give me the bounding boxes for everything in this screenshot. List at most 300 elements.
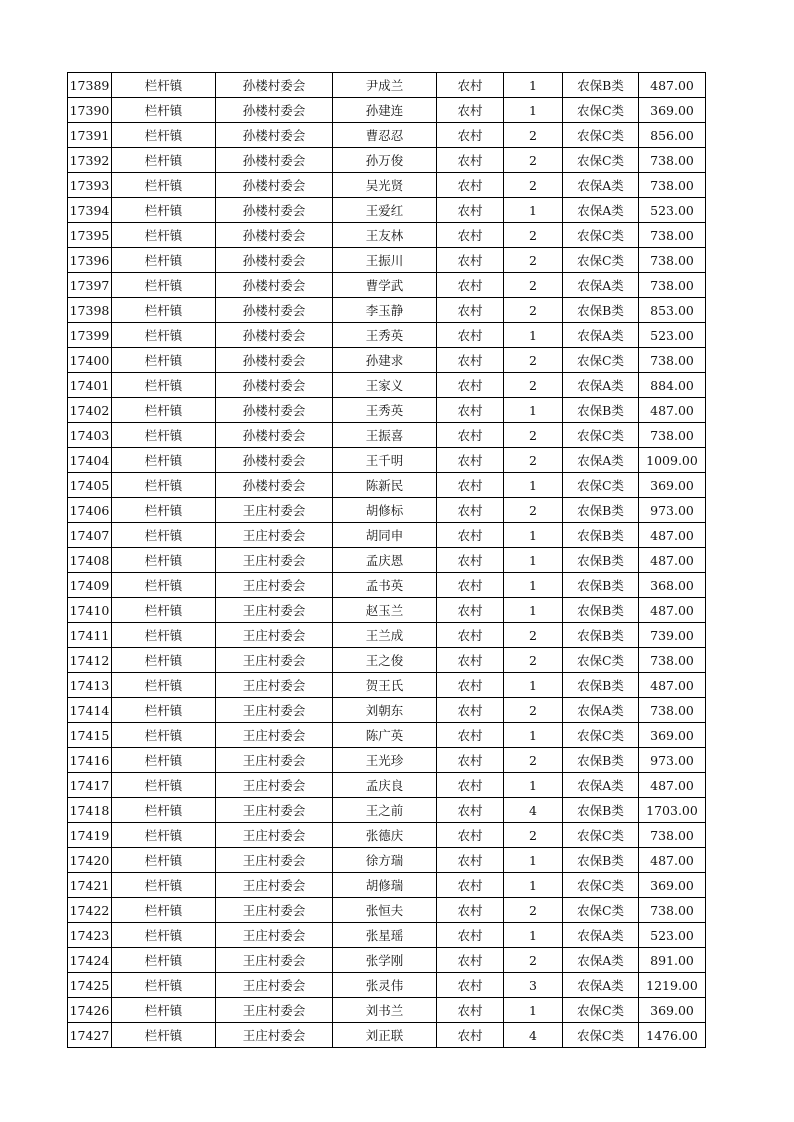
table-row bbox=[68, 148, 706, 173]
village-committee-cell: 王庄村委会 bbox=[216, 673, 333, 698]
member-count-cell: 2 bbox=[504, 223, 563, 248]
village-committee-cell: 孙楼村委会 bbox=[216, 123, 333, 148]
insurance-category-cell: 农保C类 bbox=[563, 823, 639, 848]
table-row bbox=[68, 873, 706, 898]
amount-cell: 523.00 bbox=[639, 323, 706, 348]
village-committee-cell: 王庄村委会 bbox=[216, 598, 333, 623]
record-id-cell: 17392 bbox=[68, 148, 112, 173]
member-count-cell: 1 bbox=[504, 473, 563, 498]
household-type-cell: 农村 bbox=[437, 423, 504, 448]
household-type-cell: 农村 bbox=[437, 473, 504, 498]
table-row bbox=[68, 823, 706, 848]
amount-cell: 738.00 bbox=[639, 173, 706, 198]
insurance-category-cell: 农保B类 bbox=[563, 73, 639, 98]
amount-cell: 487.00 bbox=[639, 598, 706, 623]
town-cell: 栏杆镇 bbox=[112, 123, 216, 148]
member-count-cell: 2 bbox=[504, 298, 563, 323]
town-cell: 栏杆镇 bbox=[112, 748, 216, 773]
table-row bbox=[68, 498, 706, 523]
member-count-cell: 2 bbox=[504, 173, 563, 198]
member-count-cell: 2 bbox=[504, 423, 563, 448]
amount-cell: 487.00 bbox=[639, 548, 706, 573]
record-id-cell: 17397 bbox=[68, 273, 112, 298]
record-id-cell: 17426 bbox=[68, 998, 112, 1023]
table-row bbox=[68, 998, 706, 1023]
table-row bbox=[68, 323, 706, 348]
village-committee-cell: 王庄村委会 bbox=[216, 973, 333, 998]
name-cell: 胡修瑞 bbox=[333, 873, 437, 898]
village-committee-cell: 王庄村委会 bbox=[216, 898, 333, 923]
record-id-cell: 17396 bbox=[68, 248, 112, 273]
amount-cell: 369.00 bbox=[639, 98, 706, 123]
insurance-category-cell: 农保C类 bbox=[563, 723, 639, 748]
member-count-cell: 3 bbox=[504, 973, 563, 998]
table-body bbox=[68, 73, 706, 1048]
amount-cell: 853.00 bbox=[639, 298, 706, 323]
name-cell: 王友林 bbox=[333, 223, 437, 248]
village-committee-cell: 孙楼村委会 bbox=[216, 173, 333, 198]
town-cell: 栏杆镇 bbox=[112, 648, 216, 673]
member-count-cell: 2 bbox=[504, 373, 563, 398]
village-committee-cell: 王庄村委会 bbox=[216, 848, 333, 873]
member-count-cell: 2 bbox=[504, 248, 563, 273]
village-committee-cell: 王庄村委会 bbox=[216, 523, 333, 548]
record-id-cell: 17412 bbox=[68, 648, 112, 673]
town-cell: 栏杆镇 bbox=[112, 73, 216, 98]
insurance-category-cell: 农保A类 bbox=[563, 448, 639, 473]
amount-cell: 884.00 bbox=[639, 373, 706, 398]
village-committee-cell: 孙楼村委会 bbox=[216, 273, 333, 298]
household-type-cell: 农村 bbox=[437, 273, 504, 298]
household-type-cell: 农村 bbox=[437, 848, 504, 873]
table-row bbox=[68, 523, 706, 548]
table-row bbox=[68, 298, 706, 323]
record-id-cell: 17407 bbox=[68, 523, 112, 548]
insurance-category-cell: 农保B类 bbox=[563, 848, 639, 873]
village-committee-cell: 孙楼村委会 bbox=[216, 223, 333, 248]
name-cell: 曹学武 bbox=[333, 273, 437, 298]
household-type-cell: 农村 bbox=[437, 173, 504, 198]
village-committee-cell: 王庄村委会 bbox=[216, 798, 333, 823]
table-row bbox=[68, 98, 706, 123]
town-cell: 栏杆镇 bbox=[112, 148, 216, 173]
table-row bbox=[68, 848, 706, 873]
amount-cell: 369.00 bbox=[639, 723, 706, 748]
household-type-cell: 农村 bbox=[437, 873, 504, 898]
record-id-cell: 17413 bbox=[68, 673, 112, 698]
town-cell: 栏杆镇 bbox=[112, 498, 216, 523]
household-type-cell: 农村 bbox=[437, 823, 504, 848]
town-cell: 栏杆镇 bbox=[112, 398, 216, 423]
insurance-category-cell: 农保B类 bbox=[563, 498, 639, 523]
table-row bbox=[68, 748, 706, 773]
table-row bbox=[68, 1023, 706, 1048]
name-cell: 刘书兰 bbox=[333, 998, 437, 1023]
amount-cell: 973.00 bbox=[639, 498, 706, 523]
amount-cell: 739.00 bbox=[639, 623, 706, 648]
town-cell: 栏杆镇 bbox=[112, 873, 216, 898]
member-count-cell: 1 bbox=[504, 873, 563, 898]
member-count-cell: 1 bbox=[504, 398, 563, 423]
member-count-cell: 1 bbox=[504, 848, 563, 873]
name-cell: 王爱红 bbox=[333, 198, 437, 223]
household-type-cell: 农村 bbox=[437, 148, 504, 173]
amount-cell: 973.00 bbox=[639, 748, 706, 773]
household-type-cell: 农村 bbox=[437, 748, 504, 773]
member-count-cell: 2 bbox=[504, 148, 563, 173]
household-type-cell: 农村 bbox=[437, 723, 504, 748]
name-cell: 张德庆 bbox=[333, 823, 437, 848]
amount-cell: 523.00 bbox=[639, 198, 706, 223]
record-id-cell: 17419 bbox=[68, 823, 112, 848]
name-cell: 孟书英 bbox=[333, 573, 437, 598]
insurance-category-cell: 农保C类 bbox=[563, 248, 639, 273]
household-type-cell: 农村 bbox=[437, 648, 504, 673]
table-row bbox=[68, 123, 706, 148]
record-id-cell: 17399 bbox=[68, 323, 112, 348]
name-cell: 张灵伟 bbox=[333, 973, 437, 998]
member-count-cell: 1 bbox=[504, 548, 563, 573]
table-row bbox=[68, 598, 706, 623]
amount-cell: 738.00 bbox=[639, 648, 706, 673]
name-cell: 徐方瑞 bbox=[333, 848, 437, 873]
member-count-cell: 1 bbox=[504, 723, 563, 748]
town-cell: 栏杆镇 bbox=[112, 923, 216, 948]
amount-cell: 1219.00 bbox=[639, 973, 706, 998]
insurance-category-cell: 农保A类 bbox=[563, 173, 639, 198]
insurance-category-cell: 农保A类 bbox=[563, 923, 639, 948]
insurance-category-cell: 农保B类 bbox=[563, 398, 639, 423]
table-row bbox=[68, 448, 706, 473]
amount-cell: 738.00 bbox=[639, 698, 706, 723]
insurance-category-cell: 农保C类 bbox=[563, 148, 639, 173]
insurance-category-cell: 农保C类 bbox=[563, 98, 639, 123]
insurance-category-cell: 农保A类 bbox=[563, 973, 639, 998]
amount-cell: 369.00 bbox=[639, 998, 706, 1023]
insurance-category-cell: 农保C类 bbox=[563, 423, 639, 448]
household-type-cell: 农村 bbox=[437, 998, 504, 1023]
table-row bbox=[68, 898, 706, 923]
amount-cell: 487.00 bbox=[639, 523, 706, 548]
table-row bbox=[68, 673, 706, 698]
household-type-cell: 农村 bbox=[437, 773, 504, 798]
town-cell: 栏杆镇 bbox=[112, 898, 216, 923]
amount-cell: 487.00 bbox=[639, 398, 706, 423]
member-count-cell: 1 bbox=[504, 598, 563, 623]
name-cell: 胡同申 bbox=[333, 523, 437, 548]
household-type-cell: 农村 bbox=[437, 623, 504, 648]
name-cell: 王家义 bbox=[333, 373, 437, 398]
amount-cell: 487.00 bbox=[639, 773, 706, 798]
insurance-category-cell: 农保C类 bbox=[563, 123, 639, 148]
record-id-cell: 17411 bbox=[68, 623, 112, 648]
village-committee-cell: 王庄村委会 bbox=[216, 548, 333, 573]
record-id-cell: 17408 bbox=[68, 548, 112, 573]
member-count-cell: 1 bbox=[504, 198, 563, 223]
record-id-cell: 17390 bbox=[68, 98, 112, 123]
insurance-category-cell: 农保A类 bbox=[563, 773, 639, 798]
insurance-category-cell: 农保B类 bbox=[563, 748, 639, 773]
household-type-cell: 农村 bbox=[437, 798, 504, 823]
household-type-cell: 农村 bbox=[437, 448, 504, 473]
amount-cell: 523.00 bbox=[639, 923, 706, 948]
name-cell: 胡修标 bbox=[333, 498, 437, 523]
household-type-cell: 农村 bbox=[437, 248, 504, 273]
household-type-cell: 农村 bbox=[437, 898, 504, 923]
table-row bbox=[68, 723, 706, 748]
name-cell: 王光珍 bbox=[333, 748, 437, 773]
table-row bbox=[68, 773, 706, 798]
table-row bbox=[68, 948, 706, 973]
name-cell: 赵玉兰 bbox=[333, 598, 437, 623]
amount-cell: 487.00 bbox=[639, 673, 706, 698]
member-count-cell: 2 bbox=[504, 648, 563, 673]
member-count-cell: 2 bbox=[504, 448, 563, 473]
table-row bbox=[68, 423, 706, 448]
amount-cell: 1476.00 bbox=[639, 1023, 706, 1048]
name-cell: 李玉静 bbox=[333, 298, 437, 323]
village-committee-cell: 孙楼村委会 bbox=[216, 448, 333, 473]
member-count-cell: 4 bbox=[504, 798, 563, 823]
record-id-cell: 17403 bbox=[68, 423, 112, 448]
insurance-category-cell: 农保B类 bbox=[563, 298, 639, 323]
table-row bbox=[68, 698, 706, 723]
record-id-cell: 17404 bbox=[68, 448, 112, 473]
name-cell: 王秀英 bbox=[333, 398, 437, 423]
name-cell: 王秀英 bbox=[333, 323, 437, 348]
member-count-cell: 1 bbox=[504, 773, 563, 798]
table-row bbox=[68, 198, 706, 223]
record-id-cell: 17420 bbox=[68, 848, 112, 873]
name-cell: 吴光贤 bbox=[333, 173, 437, 198]
table-row bbox=[68, 173, 706, 198]
member-count-cell: 2 bbox=[504, 273, 563, 298]
household-type-cell: 农村 bbox=[437, 948, 504, 973]
village-committee-cell: 孙楼村委会 bbox=[216, 298, 333, 323]
member-count-cell: 1 bbox=[504, 998, 563, 1023]
town-cell: 栏杆镇 bbox=[112, 773, 216, 798]
amount-cell: 368.00 bbox=[639, 573, 706, 598]
member-count-cell: 2 bbox=[504, 623, 563, 648]
name-cell: 孟庆恩 bbox=[333, 548, 437, 573]
insurance-category-cell: 农保A类 bbox=[563, 273, 639, 298]
town-cell: 栏杆镇 bbox=[112, 848, 216, 873]
insurance-category-cell: 农保B类 bbox=[563, 548, 639, 573]
record-id-cell: 17405 bbox=[68, 473, 112, 498]
table-row bbox=[68, 548, 706, 573]
table-row bbox=[68, 373, 706, 398]
town-cell: 栏杆镇 bbox=[112, 298, 216, 323]
insurance-category-cell: 农保A类 bbox=[563, 373, 639, 398]
table-row bbox=[68, 973, 706, 998]
record-id-cell: 17409 bbox=[68, 573, 112, 598]
insurance-category-cell: 农保C类 bbox=[563, 898, 639, 923]
household-type-cell: 农村 bbox=[437, 298, 504, 323]
town-cell: 栏杆镇 bbox=[112, 998, 216, 1023]
member-count-cell: 1 bbox=[504, 673, 563, 698]
household-type-cell: 农村 bbox=[437, 923, 504, 948]
household-type-cell: 农村 bbox=[437, 698, 504, 723]
town-cell: 栏杆镇 bbox=[112, 198, 216, 223]
record-id-cell: 17415 bbox=[68, 723, 112, 748]
village-committee-cell: 王庄村委会 bbox=[216, 998, 333, 1023]
member-count-cell: 1 bbox=[504, 323, 563, 348]
record-id-cell: 17416 bbox=[68, 748, 112, 773]
household-type-cell: 农村 bbox=[437, 598, 504, 623]
town-cell: 栏杆镇 bbox=[112, 973, 216, 998]
village-committee-cell: 孙楼村委会 bbox=[216, 248, 333, 273]
name-cell: 刘朝东 bbox=[333, 698, 437, 723]
village-committee-cell: 王庄村委会 bbox=[216, 773, 333, 798]
table-row bbox=[68, 73, 706, 98]
insurance-category-cell: 农保C类 bbox=[563, 648, 639, 673]
village-committee-cell: 王庄村委会 bbox=[216, 698, 333, 723]
table-row bbox=[68, 348, 706, 373]
amount-cell: 738.00 bbox=[639, 248, 706, 273]
town-cell: 栏杆镇 bbox=[112, 823, 216, 848]
table-row bbox=[68, 648, 706, 673]
town-cell: 栏杆镇 bbox=[112, 273, 216, 298]
member-count-cell: 1 bbox=[504, 573, 563, 598]
record-id-cell: 17394 bbox=[68, 198, 112, 223]
record-id-cell: 17401 bbox=[68, 373, 112, 398]
insurance-category-cell: 农保A类 bbox=[563, 323, 639, 348]
insurance-category-cell: 农保A类 bbox=[563, 698, 639, 723]
name-cell: 刘正联 bbox=[333, 1023, 437, 1048]
household-type-cell: 农村 bbox=[437, 373, 504, 398]
member-count-cell: 2 bbox=[504, 823, 563, 848]
insurance-category-cell: 农保B类 bbox=[563, 598, 639, 623]
town-cell: 栏杆镇 bbox=[112, 523, 216, 548]
town-cell: 栏杆镇 bbox=[112, 948, 216, 973]
record-id-cell: 17391 bbox=[68, 123, 112, 148]
household-type-cell: 农村 bbox=[437, 673, 504, 698]
village-committee-cell: 孙楼村委会 bbox=[216, 473, 333, 498]
record-id-cell: 17393 bbox=[68, 173, 112, 198]
town-cell: 栏杆镇 bbox=[112, 98, 216, 123]
amount-cell: 738.00 bbox=[639, 823, 706, 848]
member-count-cell: 2 bbox=[504, 348, 563, 373]
town-cell: 栏杆镇 bbox=[112, 323, 216, 348]
village-committee-cell: 孙楼村委会 bbox=[216, 148, 333, 173]
name-cell: 孙建连 bbox=[333, 98, 437, 123]
town-cell: 栏杆镇 bbox=[112, 348, 216, 373]
village-committee-cell: 王庄村委会 bbox=[216, 648, 333, 673]
name-cell: 陈广英 bbox=[333, 723, 437, 748]
record-id-cell: 17422 bbox=[68, 898, 112, 923]
household-type-cell: 农村 bbox=[437, 973, 504, 998]
record-id-cell: 17424 bbox=[68, 948, 112, 973]
insurance-category-cell: 农保C类 bbox=[563, 223, 639, 248]
household-type-cell: 农村 bbox=[437, 73, 504, 98]
town-cell: 栏杆镇 bbox=[112, 698, 216, 723]
village-committee-cell: 王庄村委会 bbox=[216, 498, 333, 523]
insurance-category-cell: 农保B类 bbox=[563, 623, 639, 648]
town-cell: 栏杆镇 bbox=[112, 573, 216, 598]
household-type-cell: 农村 bbox=[437, 198, 504, 223]
name-cell: 孟庆良 bbox=[333, 773, 437, 798]
insurance-category-cell: 农保B类 bbox=[563, 673, 639, 698]
name-cell: 王千明 bbox=[333, 448, 437, 473]
name-cell: 张星瑶 bbox=[333, 923, 437, 948]
record-id-cell: 17395 bbox=[68, 223, 112, 248]
village-committee-cell: 王庄村委会 bbox=[216, 723, 333, 748]
village-committee-cell: 王庄村委会 bbox=[216, 923, 333, 948]
record-id-cell: 17400 bbox=[68, 348, 112, 373]
village-committee-cell: 孙楼村委会 bbox=[216, 348, 333, 373]
town-cell: 栏杆镇 bbox=[112, 798, 216, 823]
household-type-cell: 农村 bbox=[437, 323, 504, 348]
member-count-cell: 2 bbox=[504, 698, 563, 723]
village-committee-cell: 孙楼村委会 bbox=[216, 323, 333, 348]
table-row bbox=[68, 623, 706, 648]
amount-cell: 738.00 bbox=[639, 423, 706, 448]
insurance-category-cell: 农保A类 bbox=[563, 948, 639, 973]
member-count-cell: 1 bbox=[504, 523, 563, 548]
household-type-cell: 农村 bbox=[437, 223, 504, 248]
amount-cell: 369.00 bbox=[639, 873, 706, 898]
town-cell: 栏杆镇 bbox=[112, 423, 216, 448]
name-cell: 张恒夫 bbox=[333, 898, 437, 923]
insurance-category-cell: 农保B类 bbox=[563, 573, 639, 598]
household-type-cell: 农村 bbox=[437, 123, 504, 148]
insurance-category-cell: 农保B类 bbox=[563, 798, 639, 823]
member-count-cell: 2 bbox=[504, 123, 563, 148]
member-count-cell: 2 bbox=[504, 898, 563, 923]
village-committee-cell: 孙楼村委会 bbox=[216, 73, 333, 98]
name-cell: 贺王氏 bbox=[333, 673, 437, 698]
village-committee-cell: 王庄村委会 bbox=[216, 1023, 333, 1048]
record-id-cell: 17423 bbox=[68, 923, 112, 948]
village-committee-cell: 孙楼村委会 bbox=[216, 98, 333, 123]
table-row bbox=[68, 223, 706, 248]
amount-cell: 487.00 bbox=[639, 73, 706, 98]
amount-cell: 369.00 bbox=[639, 473, 706, 498]
amount-cell: 1703.00 bbox=[639, 798, 706, 823]
amount-cell: 487.00 bbox=[639, 848, 706, 873]
insurance-category-cell: 农保A类 bbox=[563, 198, 639, 223]
town-cell: 栏杆镇 bbox=[112, 223, 216, 248]
insurance-category-cell: 农保C类 bbox=[563, 1023, 639, 1048]
record-id-cell: 17406 bbox=[68, 498, 112, 523]
household-type-cell: 农村 bbox=[437, 498, 504, 523]
table-row bbox=[68, 473, 706, 498]
household-type-cell: 农村 bbox=[437, 573, 504, 598]
table-row bbox=[68, 798, 706, 823]
name-cell: 王之前 bbox=[333, 798, 437, 823]
table-row bbox=[68, 573, 706, 598]
member-count-cell: 2 bbox=[504, 948, 563, 973]
member-count-cell: 2 bbox=[504, 748, 563, 773]
town-cell: 栏杆镇 bbox=[112, 448, 216, 473]
amount-cell: 738.00 bbox=[639, 348, 706, 373]
table-row bbox=[68, 923, 706, 948]
village-committee-cell: 孙楼村委会 bbox=[216, 423, 333, 448]
name-cell: 王之俊 bbox=[333, 648, 437, 673]
village-committee-cell: 王庄村委会 bbox=[216, 823, 333, 848]
village-committee-cell: 王庄村委会 bbox=[216, 573, 333, 598]
insurance-category-cell: 农保C类 bbox=[563, 998, 639, 1023]
record-id-cell: 17402 bbox=[68, 398, 112, 423]
record-id-cell: 17398 bbox=[68, 298, 112, 323]
name-cell: 王兰成 bbox=[333, 623, 437, 648]
record-id-cell: 17410 bbox=[68, 598, 112, 623]
town-cell: 栏杆镇 bbox=[112, 673, 216, 698]
village-committee-cell: 孙楼村委会 bbox=[216, 398, 333, 423]
amount-cell: 738.00 bbox=[639, 898, 706, 923]
name-cell: 王振川 bbox=[333, 248, 437, 273]
amount-cell: 856.00 bbox=[639, 123, 706, 148]
